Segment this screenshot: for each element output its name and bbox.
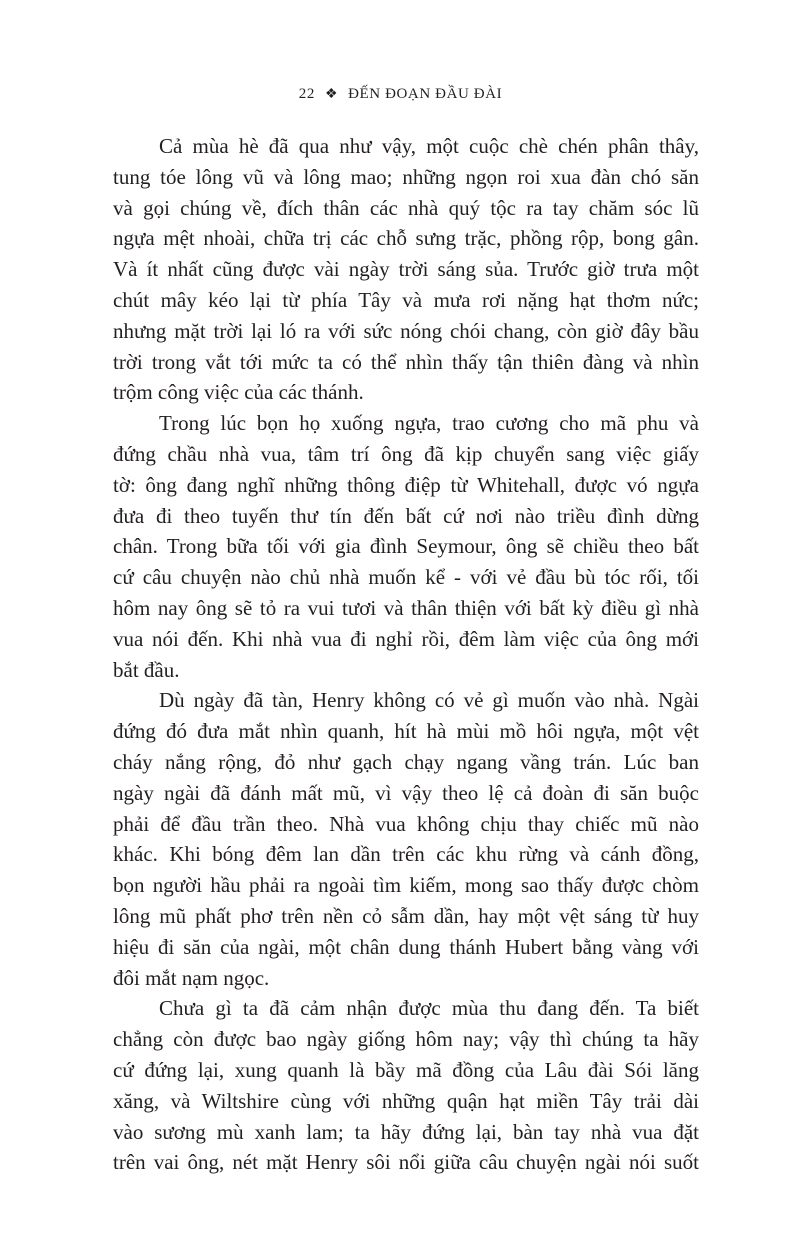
text-line: bọn người hầu phải ra ngoài tìm kiếm, mong sao thấy được chòm <box>113 873 699 898</box>
paragraph <box>113 993 699 1178</box>
text-line: khác. Khi bóng đêm lan dần trên các khu rừng và cánh đồng, <box>113 842 699 867</box>
text-line: cứ câu chuyện nào chủ nhà muốn kể - với vẻ đầu bù tóc rối, tối <box>113 565 699 590</box>
text-line: chút mây kéo lại từ phía Tây và mưa rơi nặng hạt thơm nức; <box>113 287 699 312</box>
paragraph <box>113 131 699 408</box>
text-line: ngựa mệt nhoài, chữa trị các chỗ sưng trặc, phồng rộp, bong gân. <box>113 226 699 251</box>
text-line: trên vai ông, nét mặt Henry sôi nổi giữa câu chuyện ngài nói suốt <box>113 1150 699 1175</box>
paragraph <box>113 408 699 685</box>
text-line: đôi mắt nạm ngọc. <box>113 965 270 990</box>
text-line: đứng chầu nhà vua, tâm trí ông đã kịp chuyển sang việc giấy <box>113 441 699 466</box>
body-text <box>113 131 699 1178</box>
text-line: nhưng mặt trời lại ló ra với sức nóng chói chang, còn giờ đây bầu <box>113 318 699 343</box>
text-line: trời trong vắt tới mức ta có thể nhìn thấy tận thiên đàng và nhìn <box>113 349 699 374</box>
running-header <box>0 82 801 107</box>
text-line: đứng đó đưa mắt nhìn quanh, hít hà mùi mồ hôi ngựa, một vệt <box>113 719 699 744</box>
text-line: Chưa gì ta đã cảm nhận được mùa thu đang đến. Ta biết <box>159 996 699 1021</box>
text-line: phải để đầu trần theo. Nhà vua không chịu thay chiếc mũ nào <box>113 811 699 836</box>
text-line: xăng, và Wiltshire cùng với những quận hạt miền Tây trải dài <box>113 1088 699 1113</box>
text-line: cứ đứng lại, xung quanh là bầy mã đồng của Lâu đài Sói lăng <box>113 1057 699 1082</box>
text-line: vua nói đến. Khi nhà vua đi nghỉ rồi, đêm làm việc của ông mới <box>113 626 699 651</box>
text-line: Cả mùa hè đã qua như vậy, một cuộc chè chén phân thây, <box>159 134 699 158</box>
text-line: Dù ngày đã tàn, Henry không có vẻ gì muốn vào nhà. Ngài <box>159 688 699 713</box>
text-line: tung tóe lông vũ và lông mao; những ngọn roi xua đàn chó săn <box>113 164 699 189</box>
text-line: hiệu đi săn của ngài, một chân dung thánh Hubert bằng vàng với <box>113 934 699 959</box>
text-line: lông mũ phất phơ trên nền cỏ sẫm dần, hay một vệt sáng từ huy <box>113 903 699 928</box>
text-line: và gọi chúng về, đích thân các nhà quý tộc ra tay chăm sóc lũ <box>113 195 699 220</box>
text-line: bắt đầu. <box>113 657 180 682</box>
text-line: cháy nắng rộng, đỏ như gạch chạy ngang vầng trán. Lúc ban <box>113 749 699 774</box>
text-line: Trong lúc bọn họ xuống ngựa, trao cương cho mã phu và <box>159 411 699 436</box>
page-number: 22 <box>298 86 315 102</box>
paragraph <box>113 685 699 993</box>
text-line: Và ít nhất cũng được vài ngày trời sáng sủa. Trước giờ trưa một <box>113 257 699 282</box>
text-line: vào sương mù xanh lam; ta hãy đứng lại, bàn tay nhà vua đặt <box>113 1119 699 1144</box>
text-line: ngày ngài đã đánh mất mũ, vì vậy theo lệ cả đoàn đi săn buộc <box>113 780 699 805</box>
text-line: hôm nay ông sẽ tỏ ra vui tươi và thân thiện với bất kỳ điều gì nhà <box>113 595 699 620</box>
text-line: chân. Trong bữa tối với gia đình Seymour, ông sẽ chiều theo bất <box>113 534 699 559</box>
ornament-icon: ❖ <box>324 87 339 102</box>
text-line: trộm công việc của các thánh. <box>113 380 364 405</box>
text-line: chẳng còn được bao ngày giống hôm nay; vậy thì chúng ta hãy <box>113 1027 699 1052</box>
text-line: tờ: ông đang nghĩ những thông điệp từ Whitehall, được vó ngựa <box>113 472 699 497</box>
chapter-title: ĐẾN ĐOẠN ĐẦU ĐÀI <box>348 86 503 102</box>
text-line: đưa đi theo tuyến thư tín đến bất cứ nơi nào triều đình dừng <box>113 503 699 528</box>
